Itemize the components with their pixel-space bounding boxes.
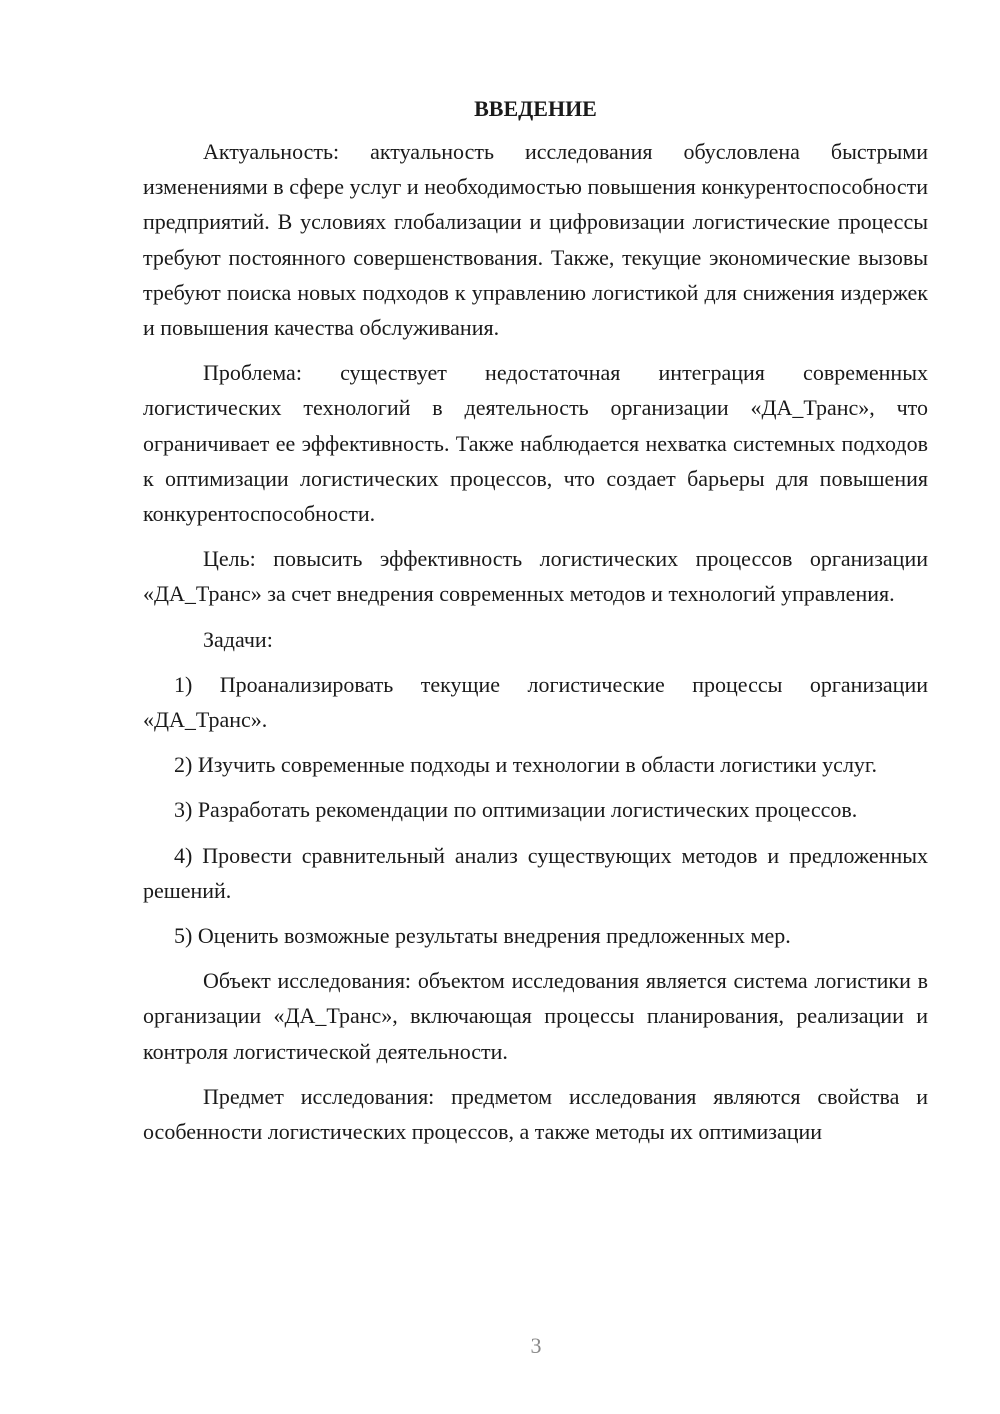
task-item-3: 3) Разработать рекомендации по оптимизации логистических процессов. <box>174 797 858 823</box>
task-item-4: 4) Провести сравнительный анализ существующих методов и предложенных решений. <box>143 842 928 903</box>
task-item-2: 2) Изучить современные подходы и технологии в области логистики услуг. <box>174 752 877 778</box>
section-heading: ВВЕДЕНИЕ <box>474 96 597 121</box>
page-number: 3 <box>530 1333 542 1358</box>
document-body <box>143 94 928 1159</box>
relevance-paragraph: Актуальность: актуальность исследования обусловлена быстрыми изменениями в сфере услуг и необходимостью повышения конкурентоспособности предприятий. В условиях глобализации и цифровизации логистические процессы требуют постоянного совершенствования. Также, текущие экономические вызовы требуют поиска новых подходов к управлению логистикой для снижения издержек и повышения качества обслуживания. <box>143 139 928 341</box>
goal-paragraph: Цель: повысить эффективность логистических процессов организации «ДА_Транс» за счет внедрения современных методов и технологий управления. <box>143 546 928 607</box>
task-item-1: 1) Проанализировать текущие логистические процессы организации «ДА_Транс». <box>143 671 928 733</box>
task-item-5: 5) Оценить возможные результаты внедрения предложенных мер. <box>174 923 791 949</box>
problem-paragraph: Проблема: существует недостаточная интеграция современных логистических технологий в деятельность организации «ДА_Транс», что ограничивает ее эффективность. Также наблюдается нехватка системных подходов к оптимизации логистических процессов, что создает барьеры для повышения конкурентоспособности. <box>143 360 928 527</box>
object-paragraph: Объект исследования: объектом исследования является система логистики в организации «ДА_Транс», включающая процессы планирования, реализации и контроля логистической деятельности. <box>143 968 928 1064</box>
subject-paragraph: Предмет исследования: предметом исследования являются свойства и особенности логистических процессов, а также методы их оптимизации <box>143 1083 928 1145</box>
tasks-label: Задачи: <box>203 626 273 652</box>
